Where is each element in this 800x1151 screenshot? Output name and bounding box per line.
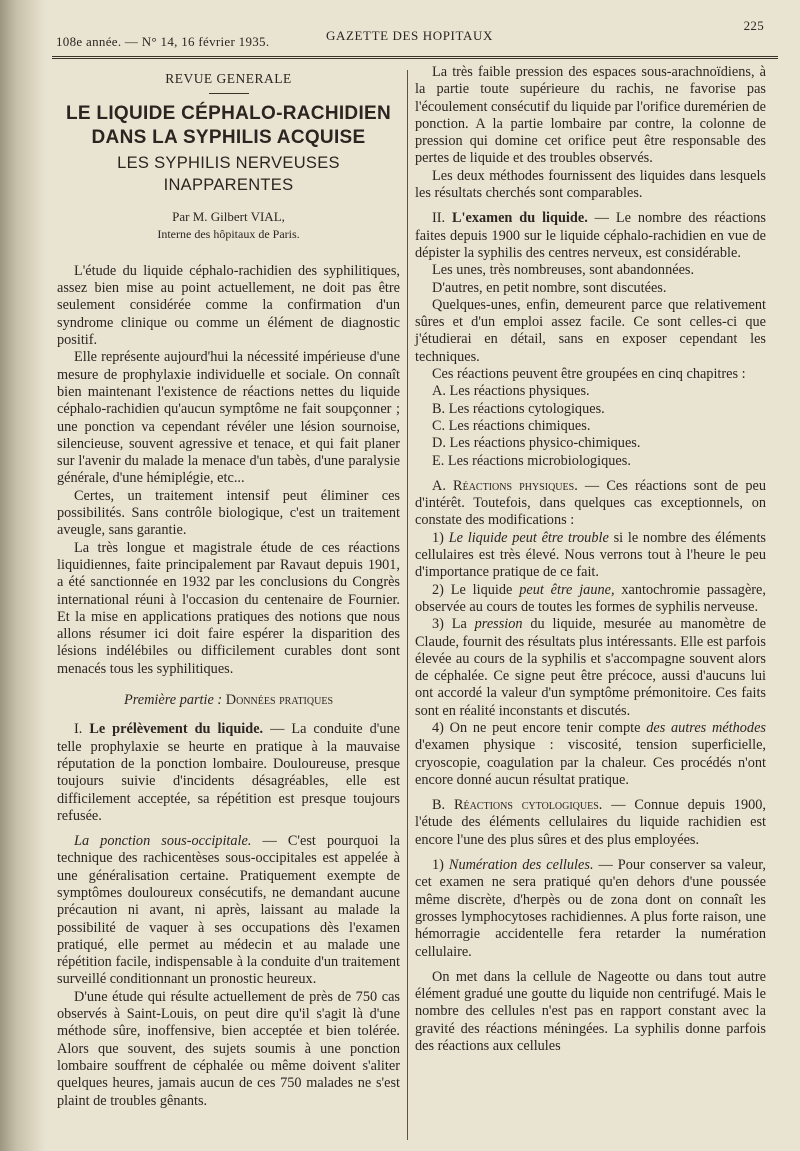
article-subtitle: LES SYPHILIS NERVEUSES INAPPARENTES <box>117 154 340 195</box>
item-3-text: du liquide, mesurée au manomètre de Claude, fournit des résultats plus intéressants. Elle est parfois élevée au cours de la syphilis et s'accompagne souvent alors de céphalée. Ce signe peut être précoce, aussi d'aucuns lui ont accordé la valeur d'un symptôme prémonitoire. Ces faits sont en réalité inconstants et discutés. <box>415 616 767 719</box>
title-rule <box>209 93 249 94</box>
examen-paragraph <box>415 210 766 262</box>
author-role: Interne des hôpitaux de Paris. <box>157 226 300 241</box>
list-item: B. Les réactions cytologiques. <box>432 400 605 417</box>
item-3-paragraph <box>415 616 766 720</box>
sous-occipitale-paragraph <box>57 833 400 989</box>
part-heading-title: Données pratiques <box>225 692 334 709</box>
list-item: D. Les réactions physico-chimiques. <box>432 435 641 452</box>
subsection-heading-a: A. Réactions physiques. <box>432 477 578 494</box>
chapters-paragraph: Ces réactions peuvent être groupées en cinq chapitres : <box>432 366 746 383</box>
cytological-text: — Connue depuis 1900, l'étude des éléments cellulaires du liquide rachidien est encore l'une des plus sûres et des plus employées. <box>415 797 766 848</box>
column-divider <box>407 70 408 1140</box>
section-heading-2: L'examen du liquide. <box>452 210 588 227</box>
cytological-paragraph <box>415 797 766 849</box>
numeration-em: Numération des cellules. <box>448 857 594 874</box>
physical-text: — Ces réactions sont de peu d'intérêt. Toutefois, dans quelques cas exceptionnels, on constate des modifications : <box>415 477 766 529</box>
discussed-paragraph: D'autres, en petit nombre, sont discutées. <box>432 279 667 296</box>
nageotte-paragraph: On met dans la cellule de Nageotte ou dans tout autre élément gradué une goutte du liquide non centrifugé. Mais le nombre des cellules n'est pas en rapport constant avec la gravité des réactions méningées. La syphilis donne parfois des réactions aux cellules <box>415 968 766 1055</box>
list-item: E. Les réactions microbiologiques. <box>432 452 631 469</box>
numeration-num: 1) <box>432 857 444 874</box>
prelevement-text: — La conduite d'une telle prophylaxie se heurte en pratique à la mauvaise réputation de la ponction lombaire. Douloureuse, presque toujours suivie d'incidents désagréables, elle est difficilement acceptée, sa répétition est presque toujours refusée. <box>57 721 400 824</box>
item-1-num: 1) <box>432 529 444 546</box>
item-1-paragraph <box>415 530 766 582</box>
item-2-em: peut être jaune, <box>519 581 615 598</box>
article-title-line2: DANS LA SYPHILIS ACQUISE <box>91 127 366 149</box>
issue-info: 108e année. — N° 14, 16 février 1935. <box>56 34 270 49</box>
item-4-em: des autres méthodes <box>646 719 766 736</box>
header-rule <box>52 56 778 59</box>
subsection-heading-b: B. Réactions cytologiques. <box>432 797 603 814</box>
list-item: C. Les réactions chimiques. <box>432 417 591 434</box>
article-title-line1: LE LIQUIDE CÉPHALO-RACHIDIEN <box>65 103 392 125</box>
journal-name: GAZETTE DES HOPITAUX <box>326 28 493 43</box>
examen-text: — Le nombre des réactions faites depuis 1900 sur le liquide céphalo-rachidien en vue de dépister la syphilis des centres nerveux, est considérable. <box>415 210 766 261</box>
cases-paragraph: D'une étude qui résulte actuellement de près de 750 cas observés à Saint-Louis, on peut dire qu'il s'agit là d'une méthode sûre, inoffensive, bien acceptée et bien tolérée. Alors que souvent, des sujets soumis à une ponction lombaire souffrent de céphalée ou même doivent s'aliter quelques heures, jamais aucun de ces 750 malades ne s'est plaint de troubles gênants. <box>57 988 400 1109</box>
section-kicker: REVUE GENERALE <box>165 71 292 86</box>
section-heading: Le prélèvement du liquide. <box>89 721 264 738</box>
physical-reactions-paragraph <box>415 478 766 530</box>
item-4-num: 4) On ne peut encore tenir compte <box>432 719 641 736</box>
part-heading-label: Première partie : <box>123 692 223 709</box>
intro-paragraph-4: La très longue et magistrale étude de ces réactions liquidiennes, faite principalement par Ravaut depuis 1901, a été sanctionnée en 1932 par les conclusions du Congrès international réuni à l'occasion du centenaire de Fournier. Et la mise en applications pratiques des notions que nous allons résumer ici doit faire espérer la disparition des lésions indélébiles ou difficilement curables dont sont menacés tous les syphilitiques. <box>57 539 400 677</box>
list-item: A. Les réactions physiques. <box>432 383 590 400</box>
abandoned-paragraph: Les unes, très nombreuses, sont abandonnées. <box>432 262 695 279</box>
methods-paragraph: Les deux méthodes fournissent des liquides dans lesquels les résultats cherchés sont comparables. <box>415 167 766 202</box>
item-2-paragraph <box>415 582 766 617</box>
numeration-paragraph <box>415 857 766 961</box>
item-3-num: 3) La <box>432 616 467 633</box>
section-number-2: II. <box>432 210 446 227</box>
left-column <box>57 68 400 1110</box>
item-3-em: pression <box>474 616 523 633</box>
section-number: I. <box>74 721 83 738</box>
item-2-num: 2) Le liquide <box>432 581 513 598</box>
prelevement-paragraph <box>57 721 400 825</box>
reaction-list <box>415 383 766 469</box>
item-4-text: d'examen physique : viscosité, tension superficielle, cryoscopie, coagulation par la chaleur. Ces procédés n'ont encore donné aucun résultat pratique. <box>415 737 766 788</box>
intro-paragraph-1: L'étude du liquide céphalo-rachidien des syphilitiques, assez bien mise au point actuellement, ne doit pas être seulement considérée comme la confirmation d'un syndrome clinique ou comme un élément de diagnostic positif. <box>57 262 400 349</box>
running-header <box>56 14 766 54</box>
item-1-text: si le nombre des éléments cellulaires est très élevé. Nous verrons tout à l'heure le peu d'importance pratique de ce fait. <box>415 529 766 581</box>
intro-paragraph-2: Elle représente aujourd'hui la nécessité impérieuse d'une mesure de prophylaxie individuelle et sociale. On connaît bien maintenant l'existence de réactions nettes du liquide céphalo-rachidien qu'aucun symptôme ne fait soupçonner ; une ponction va cependant révéler une lésion sournoise, silencieuse, souvent agressive et tenace, et qui fait planer sur l'avenir du malade la menace d'un tabès, d'une paralysie générale, d'une hémiplégie, etc... <box>57 349 400 487</box>
item-2-text: xantochromie passagère, observée au cours de toutes les formes de syphilis nerveuse. <box>415 581 766 615</box>
sous-occipitale-text: — C'est pourquoi la technique des rachicentèses sous-occipitales est appelée à une généralisation certaine. Pratiquement exempte de symptômes douloureux consécutifs, ne demandant aucune précaution ni avant, ni après, laissant au malade la possibilité de vaquer à ses occupations dès l'examen pratiqué, elle permet au médecin et au malade une répétition facile, indispensable à la conduite d'un traitement surveillé conditionnant un pronostic heureux. <box>57 833 400 988</box>
author-line: Par M. Gilbert VIAL, <box>172 209 285 225</box>
pressure-paragraph: La très faible pression des espaces sous-arachnoïdiens, à la partie toute supérieure du rachis, ne favorise pas l'écoulement consécutif du liquide par l'orifice duremérien de ponction. A la partie lombaire par contre, la colonne de pression qui domine cet orifice peut être responsable des pertes de liquide et des troubles observés. <box>415 64 766 167</box>
part-heading <box>57 692 400 709</box>
item-4-paragraph <box>415 720 766 789</box>
right-column <box>415 64 766 1055</box>
item-1-em: Le liquide peut être trouble <box>448 529 609 546</box>
binding-gutter <box>0 0 46 1151</box>
intro-paragraph-3: Certes, un traitement intensif peut éliminer ces possibilités. Sans contrôle biologique, c'est un traitement aveugle, sans garantie. <box>57 487 400 539</box>
numeration-text: — Pour conserver sa valeur, cet examen ne sera pratiqué qu'en dehors d'une poussée même discrète, d'herpès ou de zona dont on connaît les grosses lymphocytoses rachidiennes. A plus forte raison, une hémorragie accidentelle fera retarder la numération cellulaire. <box>415 857 766 960</box>
page-number: 225 <box>743 18 764 33</box>
retained-paragraph: Quelques-unes, enfin, demeurent parce que relativement sûres et d'un emploi assez facile. Ce sont celles-ci que j'étudierai en détail, sans en exposer cependant les techniques. <box>415 296 766 365</box>
sub-heading: La ponction sous-occipitale. <box>74 833 252 850</box>
